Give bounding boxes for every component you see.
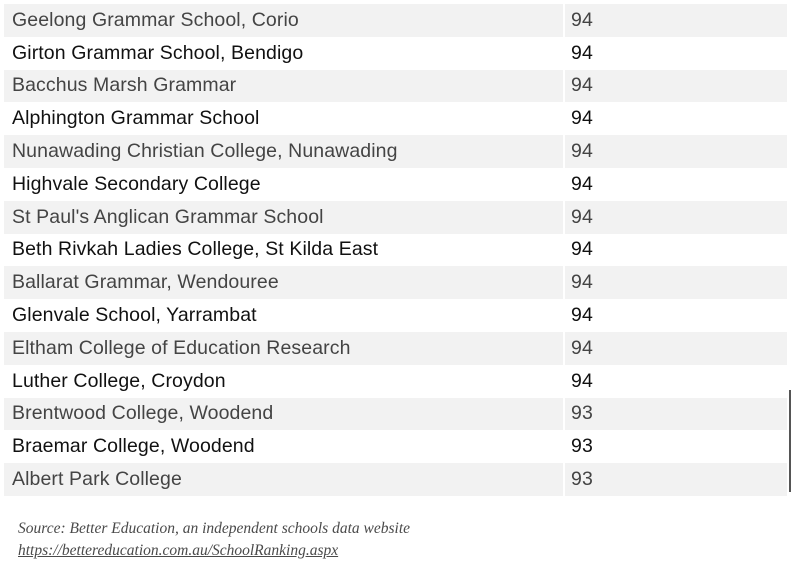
school-name-cell: Brentwood College, Woodend	[4, 398, 563, 431]
score-cell: 94	[565, 70, 787, 103]
table-row	[4, 37, 787, 70]
school-name-cell: Braemar College, Woodend	[12, 435, 255, 458]
score-cell: 94	[565, 135, 787, 168]
score-cell: 93	[565, 398, 787, 431]
table-row	[4, 70, 787, 103]
table-row	[4, 398, 787, 431]
school-ranking-table	[4, 4, 787, 496]
score-cell: 93	[565, 463, 787, 496]
score-cell: 93	[571, 435, 593, 458]
source-text: Source: Better Education, an independent schools data website	[18, 520, 411, 537]
school-name-cell: Highvale Secondary College	[12, 172, 261, 195]
school-name-cell: Beth Rivkah Ladies College, St Kilda East	[12, 238, 379, 261]
school-name-cell: Bacchus Marsh Grammar	[4, 70, 563, 103]
table-row	[4, 430, 787, 463]
source-note	[18, 518, 410, 562]
score-cell: 94	[565, 201, 787, 234]
score-cell: 94	[565, 332, 787, 365]
school-name-cell: Glenvale School, Yarrambat	[12, 304, 257, 327]
score-cell: 94	[571, 304, 593, 327]
table-row	[4, 4, 787, 37]
score-cell: 94	[571, 107, 593, 130]
school-name-cell: St Paul's Anglican Grammar School	[4, 201, 563, 234]
table-row	[4, 135, 787, 168]
school-name-cell: Nunawading Christian College, Nunawading	[4, 135, 563, 168]
table-row	[4, 266, 787, 299]
score-cell: 94	[565, 266, 787, 299]
table-row	[4, 299, 787, 332]
score-cell: 94	[571, 41, 593, 64]
table-row	[4, 365, 787, 398]
score-cell: 94	[571, 172, 593, 195]
school-name-cell: Geelong Grammar School, Corio	[4, 4, 563, 37]
table-row	[4, 234, 787, 267]
school-name-cell: Albert Park College	[4, 463, 563, 496]
table-row	[4, 332, 787, 365]
table-row	[4, 168, 787, 201]
table-row	[4, 201, 787, 234]
table-row	[4, 102, 787, 135]
source-link[interactable]: https://bettereducation.com.au/SchoolRanking.aspx	[18, 542, 339, 559]
school-name-cell: Ballarat Grammar, Wendouree	[4, 266, 563, 299]
school-name-cell: Luther College, Croydon	[12, 369, 226, 392]
table-row	[4, 463, 787, 496]
score-cell: 94	[571, 238, 593, 261]
school-name-cell: Alphington Grammar School	[12, 107, 260, 130]
school-name-cell: Eltham College of Education Research	[4, 332, 563, 365]
school-name-cell: Girton Grammar School, Bendigo	[12, 41, 304, 64]
score-cell: 94	[565, 4, 787, 37]
score-cell: 94	[571, 369, 593, 392]
